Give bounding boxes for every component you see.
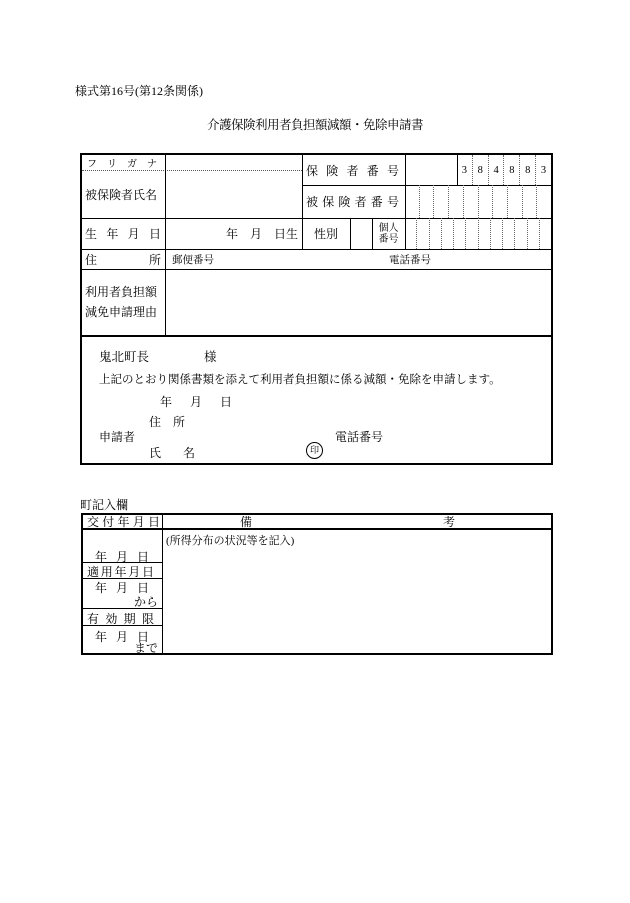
sex-label: 性別: [313, 227, 338, 241]
number-cell[interactable]: 3: [461, 164, 468, 176]
personal-number-input[interactable]: [405, 218, 551, 249]
remarks-header: [162, 515, 551, 528]
declaration-section: [82, 337, 551, 463]
number-cell[interactable]: [453, 218, 465, 249]
until-suffix: まで: [133, 641, 158, 655]
reason-label: 利用者負担額減免申請理由: [85, 285, 158, 319]
seal-mark: 印: [306, 442, 323, 459]
number-cell[interactable]: [405, 218, 416, 249]
form-title: 介護保険利用者負担額減額・免除申請書: [206, 118, 423, 132]
addressee-text: 鬼北町長: [99, 350, 150, 364]
number-cell[interactable]: [429, 218, 441, 249]
insured-name-label: 被保険者氏名: [85, 188, 158, 202]
remarks-input-area[interactable]: [163, 529, 551, 653]
number-cell[interactable]: [433, 185, 448, 218]
name-input-area[interactable]: [166, 155, 302, 218]
sex-input-area[interactable]: [350, 218, 372, 249]
form-code-text: 様式第16号(第12条関係): [75, 84, 203, 98]
number-cell[interactable]: [507, 185, 522, 218]
apply-date-placeholder: 年 月 日: [95, 581, 149, 595]
phone-number-label: 電話番号: [389, 254, 431, 266]
postal-code-label: 郵便番号: [172, 254, 214, 266]
number-cell[interactable]: [463, 185, 478, 218]
number-cell[interactable]: [465, 218, 477, 249]
number-cell[interactable]: [527, 218, 539, 249]
declaration-statement: 上記のとおり関係書類を添えて利用者負担額に係る減額・免除を申請します。: [99, 374, 501, 386]
number-cell[interactable]: [514, 218, 526, 249]
from-suffix: から: [133, 595, 158, 609]
validity-date-placeholder: 年 月 日: [95, 630, 149, 644]
number-cell[interactable]: [492, 185, 507, 218]
insurer-number-label: 保 険 者 番 号: [306, 163, 399, 178]
insurer-number-digits[interactable]: [457, 155, 551, 185]
validity-label: 有 効 期 限: [87, 612, 154, 626]
number-cell[interactable]: [478, 218, 490, 249]
declaration-date-placeholder: 年 月 日: [160, 395, 232, 409]
number-cell[interactable]: [522, 185, 537, 218]
address-input-area[interactable]: [166, 249, 551, 269]
birth-date-label: 生 年 月 日: [85, 227, 161, 241]
number-cell[interactable]: [448, 185, 463, 218]
reason-input-area[interactable]: [166, 269, 551, 335]
insured-number-label: 被 保 険 者 番 号: [306, 195, 399, 209]
applicant-name-label: 氏 名: [149, 446, 195, 460]
number-cell[interactable]: 8: [503, 155, 519, 185]
issue-date-placeholder: 年 月 日: [95, 550, 149, 564]
insurer-number-blank-area[interactable]: [405, 155, 457, 185]
number-cell[interactable]: [405, 185, 419, 218]
remarks-label-right: 考: [442, 515, 455, 529]
personal-number-label: 個人番号: [378, 222, 399, 245]
applicant-table: [80, 153, 553, 465]
number-cell[interactable]: 8: [472, 155, 488, 185]
number-cell[interactable]: 3: [535, 155, 551, 185]
apply-date-label: 適 用 年 月 日: [87, 565, 154, 579]
town-entry-table: [81, 513, 553, 655]
number-cell[interactable]: 4: [488, 155, 504, 185]
remarks-label-left: 備: [240, 515, 253, 529]
number-cell[interactable]: [536, 185, 551, 218]
furigana-label: フ リ ガ ナ: [87, 159, 157, 170]
number-cell[interactable]: [490, 218, 502, 249]
applicant-address-label: 住 所: [149, 415, 185, 429]
number-cell[interactable]: [502, 218, 514, 249]
honorific-text: 様: [204, 350, 217, 364]
issue-date-label: 交 付 年 月 日: [87, 515, 160, 529]
number-cell[interactable]: [478, 185, 493, 218]
number-cell[interactable]: [416, 218, 428, 249]
number-cell[interactable]: 8: [519, 155, 535, 185]
town-entry-heading: 町記入欄: [80, 498, 129, 512]
insured-number-input[interactable]: [405, 185, 551, 218]
number-cell[interactable]: [419, 185, 434, 218]
applicant-label: 申請者: [99, 430, 136, 444]
remarks-note: (所得分布の状況等を記入): [166, 535, 295, 547]
birth-date-input-area[interactable]: 年 月 日生: [225, 227, 298, 241]
number-cell[interactable]: [539, 218, 551, 249]
applicant-phone-label: 電話番号: [335, 430, 384, 444]
address-label: 住 所: [85, 252, 161, 267]
number-cell[interactable]: [441, 218, 453, 249]
